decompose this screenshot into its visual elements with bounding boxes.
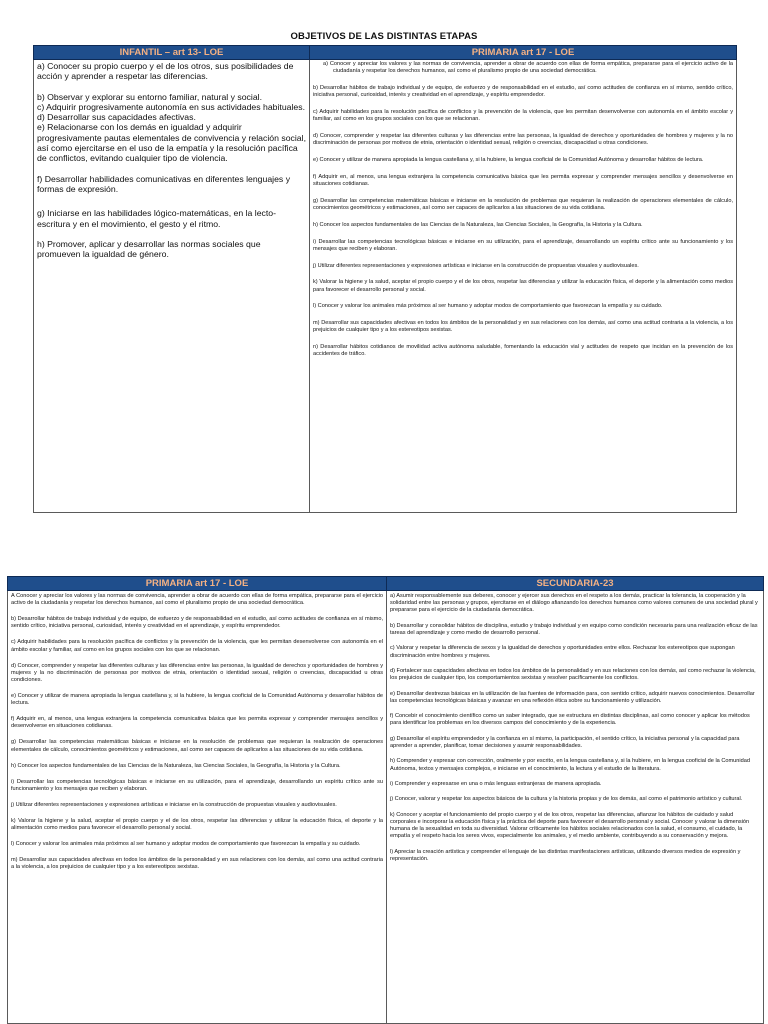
primaria2-objective-m: m) Desarrollar sus capacidades afectivas en todos los ámbitos de la personalidad y en sus relaciones con los demás, así como una actitud contraria a la violencia, a los prejuicios de cualquier tipo y a los estereotipos sexistas.	[11, 857, 383, 871]
header-primaria-2: PRIMARIA art 17 - LOE	[8, 577, 387, 591]
primaria-objective-h: h) Conocer los aspectos fundamentales de las Ciencias de la Naturaleza, las Ciencias Sociales, la Geografía, la Historia y la Cultura.	[313, 221, 643, 228]
primaria2-objective-k: k) Valorar la higiene y la salud, aceptar el propio cuerpo y el de los otros, respetar las diferencias y utilizar la educación física, el deporte y la alimentación como medios para favorecer el desarrollo personal y social.	[11, 817, 383, 832]
primaria2-objective-i: i) Desarrollar las competencias tecnológicas básicas e iniciarse en su utilización, para el aprendizaje, desarrollando un espíritu crítico ante su funcionamiento y los mensajes que reciben y elaboran.	[11, 778, 383, 792]
primaria-objective-b: b) Desarrollar hábitos de trabajo individual y de equipo, de esfuerzo y de responsabilidad en el estudio, así como actitudes de confianza en sí mismo, sentido crítico, iniciativa personal, curiosidad, interés y creatividad en el aprendizaje, y espíritu emprendedor.	[313, 85, 733, 99]
primaria2-objective-b: b) Desarrollar hábitos de trabajo individual y de equipo, de esfuerzo y de responsabilidad en el estudio, así como actitudes de confianza en sí mismo, sentido crítico, iniciativa personal, curiosidad, interés y creatividad en el aprendizaje, y espíritu emprendedor.	[11, 616, 383, 630]
infantil-objective-b: b) Observar y explorar su entorno familiar, natural y social.	[37, 91, 263, 102]
infantil-objective-g: g) Iniciarse en las habilidades lógico-matemáticas, en la lecto-escritura y en el movimiento, el gesto y el ritmo.	[37, 208, 277, 229]
secundaria-objective-g: g) Desarrollar el espíritu emprendedor y la confianza en sí mismo, la participación, el sentido crítico, la iniciativa personal y la capacidad para aprender a aprender, planificar, tomar decisiones y asumir responsabilidades.	[390, 735, 740, 749]
document-title: OBJETIVOS DE LAS DISTINTAS ETAPAS	[290, 31, 478, 42]
primaria-objective-j: j) Utilizar diferentes representaciones y expresiones artísticas e iniciarse en la construcción de propuestas visuales y audiovisuales.	[313, 262, 639, 269]
primaria2-objective-l: l) Conocer y valorar los animales más próximos al ser humano y adoptar modos de comportamiento que favorezcan la empatía y su cuidado.	[11, 841, 361, 848]
secundaria-objective-k: k) Conocer y aceptar el funcionamiento del propio cuerpo y el de los otros, respetar las diferencias, afianzar los hábitos de cuidado y salud corporales e incorporar la educación física y la práctica del deporte para favorecer el desarrollo personal y social. Conocer y valorar la dimensión humana de la sexualidad en toda su diversidad. Valorar críticamente los hábitos sociales relacionados con la salud, el consumo, el cuidado, la empatía y el respeto hacia los seres vivos, especialmente los animales, y el medio ambiente, contribuyendo a su conservación y mejora.	[390, 811, 750, 840]
secundaria-objective-j: j) Conocer, valorar y respetar los aspectos básicos de la cultura y la historia propias y de los demás, así como el patrimonio artístico y cultural.	[390, 796, 743, 803]
secundaria-cell	[387, 591, 764, 1024]
secundaria-objective-c: c) Valorar y respetar la diferencia de sexos y la igualdad de derechos y oportunidades entre ellos. Rechazar los estereotipos que supongan discriminación entre hombres y mujeres.	[390, 645, 735, 659]
primaria-objective-g: g) Desarrollar las competencias matemáticas básicas e iniciarse en la resolución de problemas que requieran la realización de operaciones elementales de cálculo, conocimientos geométricos y estimaciones, así como ser capaces de aplicarlos a las situaciones de su vida cotidiana.	[313, 197, 733, 211]
primaria-objective-d: d) Conocer, comprender y respetar las diferentes culturas y las diferencias entre las personas, la igualdad de derechos y oportunidades de hombres y mujeres y la no discriminación de personas por motivos de etnia, orientación o identidad sexual, religión o creencias, discapacidad u otras condiciones.	[313, 133, 733, 147]
primaria2-objective-h: h) Conocer los aspectos fundamentales de las Ciencias de la Naturaleza, las Ciencias Sociales, la Geografía, la Historia y la Cultura.	[11, 762, 341, 769]
header-secundaria: SECUNDARIA-23	[387, 577, 764, 591]
primaria-objective-n: n) Desarrollar hábitos cotidianos de movilidad activa autónoma saludable, fomentando la educación vial y actitudes de respeto que incidan en la prevención de los accidentes de tráfico.	[313, 344, 733, 358]
infantil-objective-h: h) Promover, aplicar y desarrollar las normas sociales que promueven la igualdad de género.	[37, 238, 261, 260]
secundaria-objective-a: a) Asumir responsablemente sus deberes, conocer y ejercer sus derechos en el respeto a los demás, practicar la tolerancia, la cooperación y la solidaridad entre las personas y grupos, ejercitarse en el diálogo afianzando los derechos humanos como valores comunes de una sociedad plural y prepararse para el ejercicio de la ciudadanía democrática.	[390, 593, 758, 614]
header-infantil: INFANTIL – art 13- LOE	[34, 46, 310, 60]
infantil-objective-f: f) Desarrollar habilidades comunicativas en diferentes lenguajes y formas de expresión.	[37, 173, 291, 194]
objectives-table-infantil-primaria	[33, 45, 737, 513]
secundaria-objective-d: d) Fortalecer sus capacidades afectivas en todos los ámbitos de la personalidad y en sus relaciones con los demás, así como rechazar la violencia, los prejuicios de cualquier tipo, los comportamientos sexistas y resolver pacíficamente los conflictos.	[390, 667, 756, 682]
primaria-objective-f: f) Adquirir en, al menos, una lengua extranjera la competencia comunicativa básica que les permita expresar y comprender mensajes sencillos y desenvolverse en situaciones cotidianas.	[313, 173, 733, 187]
primaria-objective-l: l) Conocer y valorar los animales más próximos al ser humano y adoptar modos de comportamiento que favorezcan la empatía y su cuidado.	[313, 303, 663, 310]
header-primaria: PRIMARIA art 17 - LOE	[310, 46, 737, 60]
primaria2-objective-c: c) Adquirir habilidades para la resolución pacífica de conflictos y la prevención de la violencia, que les permitan desenvolverse con autonomía en el ámbito escolar y familiar, así como en los grupos sociales con los que se relacionan.	[11, 639, 383, 653]
secundaria-objective-h: h) Comprender y expresar con corrección, oralmente y por escrito, en la lengua castellana y, si la hubiere, en la lengua cooficial de la Comunidad Autónoma, textos y mensajes complejos, e iniciarse en el conocimiento, la lectura y el estudio de la literatura.	[390, 758, 750, 772]
primaria2-objective-g: g) Desarrollar las competencias matemáticas básicas e iniciarse en la resolución de problemas que requieran la realización de operaciones elementales de cálculo, conocimientos geométricos y estimaciones, así como ser capaces de aplicarlos a las situaciones de su vida cotidiana.	[11, 739, 383, 753]
infantil-cell	[34, 60, 310, 513]
primaria-objective-a: a) Conocer y apreciar los valores y las normas de convivencia, aprender a obrar de acuerdo con ellas de forma empática, prepararse para el ejercicio activo de la ciudadanía y respetar los derechos humanos, así como el pluralismo propio de una sociedad democrática.	[323, 61, 733, 75]
secundaria-objective-i: i) Comprender y expresarse en una o más lenguas extranjeras de manera apropiada.	[390, 780, 602, 787]
primaria2-objective-j: j) Utilizar diferentes representaciones y expresiones artísticas e iniciarse en la construcción de propuestas visuales y audiovisuales.	[11, 801, 337, 808]
primaria-objective-e: e) Conocer y utilizar de manera apropiada la lengua castellana y, si la hubiere, la lengua cooficial de la Comunidad Autónoma y desarrollar hábitos de lectura.	[313, 157, 704, 163]
primaria-cell-2	[8, 591, 387, 1024]
objectives-table-primaria-secundaria	[7, 576, 764, 1024]
secundaria-objective-e: e) Desarrollar destrezas básicas en la utilización de las fuentes de información para, con sentido crítico, adquirir nuevos conocimientos. Desarrollar las competencias tecnológicas básicas y avanzar en una reflexión ética sobre su funcionamiento y utilización.	[390, 690, 755, 704]
secundaria-objective-b: b) Desarrollar y consolidar hábitos de disciplina, estudio y trabajo individual y en equipo como condición necesaria para una realización eficaz de las tareas del aprendizaje y como medio de desarrollo personal.	[390, 622, 758, 636]
primaria-objective-i: i) Desarrollar las competencias tecnológicas básicas e iniciarse en su utilización, para el aprendizaje, desarrollando un espíritu crítico ante su funcionamiento y los mensajes que reciben y elaboran.	[313, 238, 733, 252]
primaria-cell	[310, 60, 737, 513]
primaria2-objective-e: e) Conocer y utilizar de manera apropiada la lengua castellana y, si la hubiere, la lengua cooficial de la Comunidad Autónoma y desarrollar hábitos de lectura.	[11, 693, 383, 707]
primaria2-objective-a: A Conocer y apreciar los valores y las normas de convivencia, aprender a obrar de acuerdo con ellas de forma empática, prepararse para el ejercicio activo de la ciudadanía y respetar los derechos humanos, así como el pluralismo propio de una sociedad democrática.	[11, 593, 383, 607]
primaria2-objective-f: f) Adquirir en, al menos, una lengua extranjera la competencia comunicativa básica que les permita expresar y comprender mensajes sencillos y desenvolverse en situaciones cotidianas.	[11, 716, 383, 730]
primaria-objective-k: k) Valorar la higiene y la salud, aceptar el propio cuerpo y el de los otros, respetar las diferencias y utilizar la educación física, el deporte y la alimentación como medios para favorecer el desarrollo personal y social.	[313, 279, 733, 293]
secundaria-objective-l: l) Apreciar la creación artística y comprender el lenguaje de las distintas manifestaciones artísticas, utilizando diversos medios de expresión y representación.	[390, 848, 741, 862]
infantil-objective-a: a) Conocer su propio cuerpo y el de los otros, sus posibilidades de acción y aprender a respetar las diferencias.	[37, 61, 294, 82]
primaria-objective-m: m) Desarrollar sus capacidades afectivas en todos los ámbitos de la personalidad y en sus relaciones con los demás, así como una actitud contraria a la violencia, a los prejuicios de cualquier tipo y a los estereotipos sexistas.	[313, 320, 733, 334]
primaria2-objective-d: d) Conocer, comprender y respetar las diferentes culturas y las diferencias entre las personas, la igualdad de derechos y oportunidades de hombres y mujeres y la no discriminación de personas por motivos de etnia, orientación o identidad sexual, religión o creencias, discapacidad u otras condiciones.	[11, 662, 383, 684]
infantil-objective-c: c) Adquirir progresivamente autonomía en sus actividades habituales.	[37, 101, 306, 112]
primaria-objective-c: c) Adquirir habilidades para la resolución pacífica de conflictos y la prevención de la violencia, que les permitan desenvolverse con autonomía en el ámbito escolar y familiar, así como en los grupos sociales con los que se relacionan.	[313, 109, 733, 123]
infantil-objective-e: e) Relacionarse con los demás en igualdad y adquirir progresivamente pautas elementales de convivencia y relación social, así como ejercitarse en el uso de la empatía y la resolución pacífica de conflictos, evitando cualquier tipo de violencia.	[37, 122, 306, 164]
infantil-objective-d: d) Desarrollar sus capacidades afectivas.	[37, 112, 196, 123]
secundaria-objective-f: f) Concebir el conocimiento científico como un saber integrado, que se estructura en distintas disciplinas, así como conocer y aplicar los métodos para identificar los problemas en los diversos campos del conocimiento y de la experiencia.	[390, 713, 750, 727]
